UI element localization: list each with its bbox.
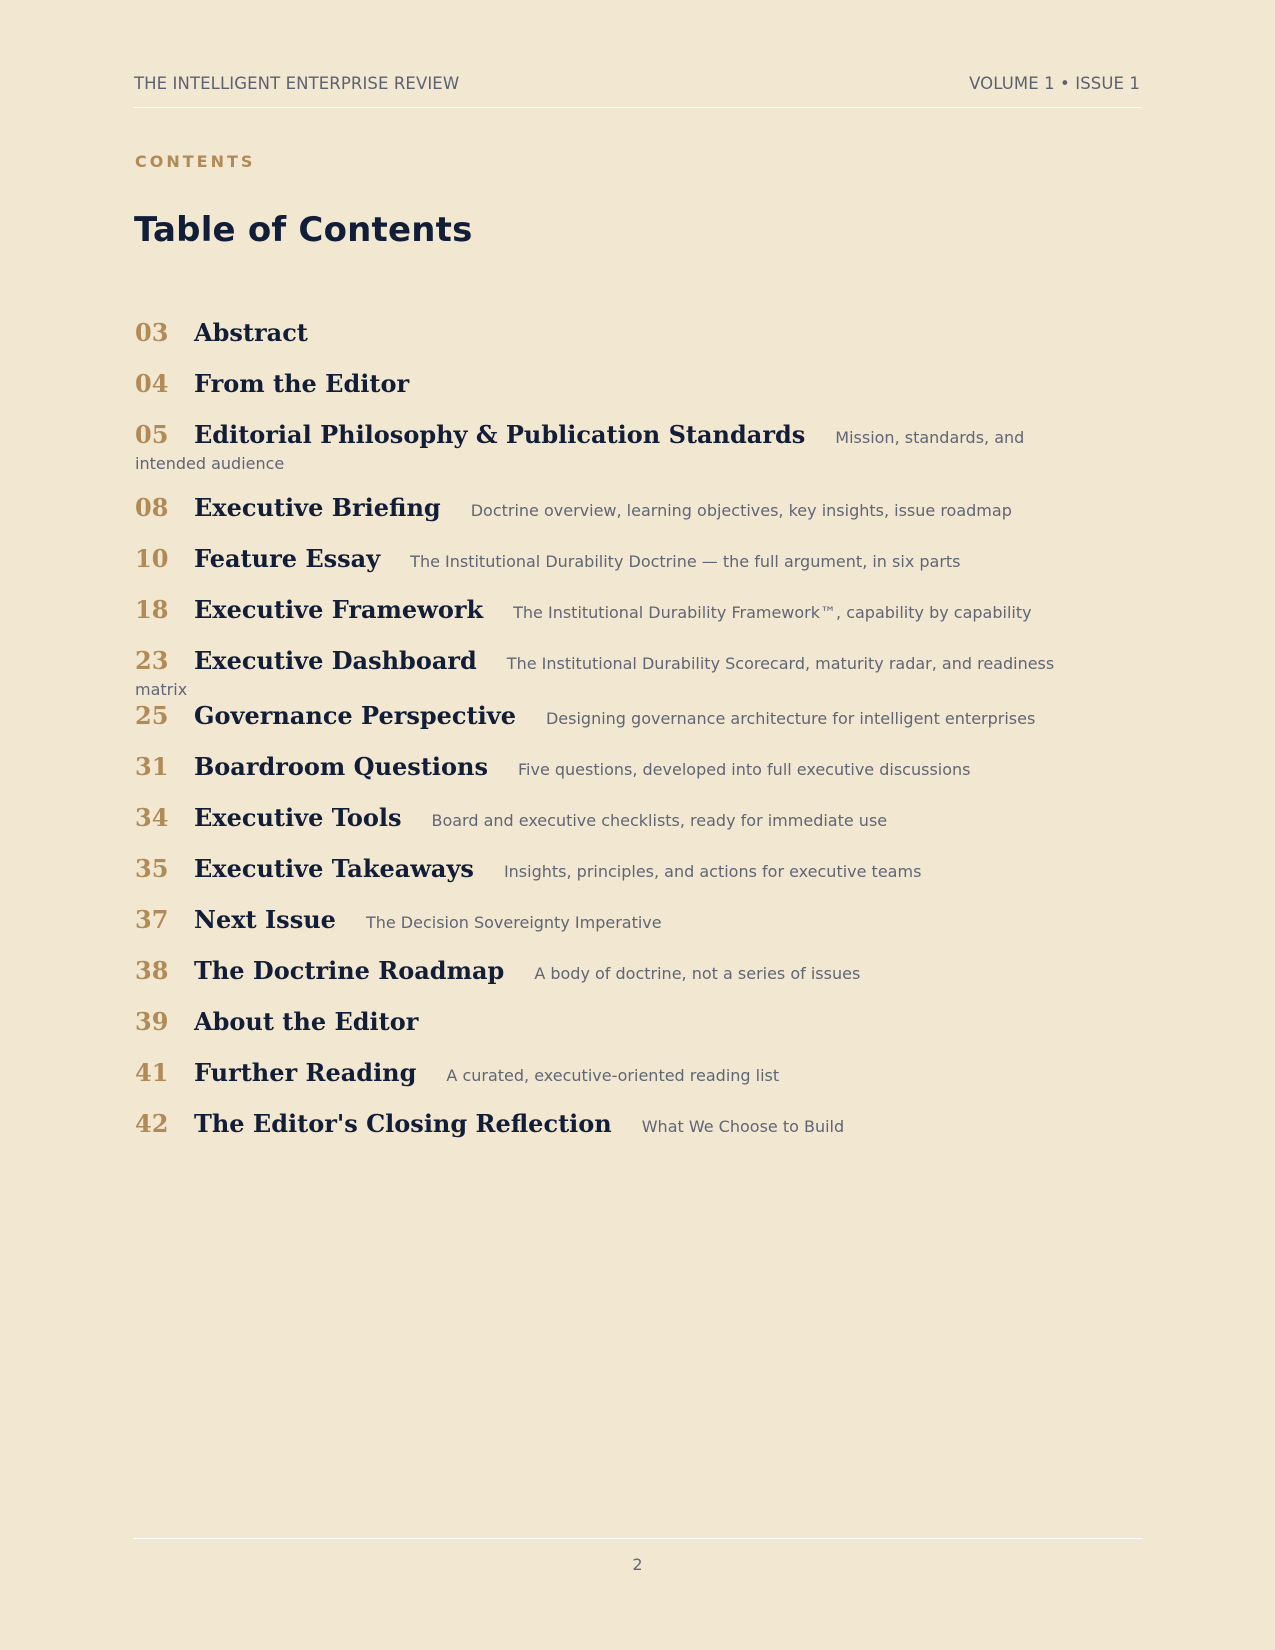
- toc-title: About the Editor: [194, 1007, 419, 1036]
- toc-description: The Institutional Durability Framework™, capability by capability: [513, 603, 1032, 622]
- publication-name: THE INTELLIGENT ENTERPRISE REVIEW: [134, 74, 460, 93]
- toc-entry[interactable]: [135, 597, 1095, 648]
- toc-entry[interactable]: [135, 422, 1095, 495]
- toc-page-number: 39: [135, 1007, 169, 1036]
- toc-description: Five questions, developed into full executive discussions: [518, 760, 971, 779]
- toc-page-number: 35: [135, 854, 169, 883]
- toc-description: Insights, principles, and actions for executive teams: [503, 862, 922, 881]
- issue-label: VOLUME 1 • ISSUE 1: [969, 74, 1140, 93]
- toc-description: Board and executive checklists, ready for immediate use: [431, 811, 888, 830]
- toc-page-number: 23: [135, 646, 169, 675]
- toc-description: A body of doctrine, not a series of issues: [534, 964, 861, 983]
- toc-title: Executive Tools: [194, 803, 402, 832]
- toc-page-number: 31: [135, 752, 169, 781]
- toc-entry[interactable]: [135, 320, 1095, 371]
- toc-page-number: 18: [135, 595, 169, 624]
- toc-entry[interactable]: [135, 1111, 1095, 1162]
- toc-entry[interactable]: [135, 546, 1095, 597]
- toc-entry[interactable]: [135, 1009, 1095, 1060]
- toc-entry[interactable]: [135, 703, 1095, 754]
- toc-description: The Institutional Durability Doctrine — the full argument, in six parts: [410, 552, 961, 571]
- toc-page-number: 34: [135, 803, 169, 832]
- toc-title: Governance Perspective: [194, 701, 516, 730]
- toc-description: Doctrine overview, learning objectives, key insights, issue roadmap: [470, 501, 1012, 520]
- toc-title: The Doctrine Roadmap: [194, 956, 505, 985]
- toc-title: From the Editor: [194, 369, 410, 398]
- toc-page-number: 38: [135, 956, 169, 985]
- toc-title: Next Issue: [194, 905, 336, 934]
- toc-title: Executive Takeaways: [194, 854, 474, 883]
- toc-title: Executive Dashboard: [194, 646, 477, 675]
- toc-description: What We Choose to Build: [641, 1117, 845, 1136]
- toc-title: Executive Briefing: [194, 493, 441, 522]
- toc-page-number: 08: [135, 493, 169, 522]
- toc-page-number: 25: [135, 701, 169, 730]
- toc-entry[interactable]: [135, 371, 1095, 422]
- toc-title: Boardroom Questions: [194, 752, 488, 781]
- toc-description: The Institutional Durability Scorecard, maturity radar, and readiness matrix: [135, 654, 1055, 699]
- toc-title: Editorial Philosophy & Publication Standards: [194, 420, 806, 449]
- toc-list: [135, 320, 1095, 1162]
- toc-entry[interactable]: [135, 907, 1095, 958]
- toc-entry[interactable]: [135, 495, 1095, 546]
- running-header: [134, 72, 1142, 108]
- toc-entry[interactable]: [135, 856, 1095, 907]
- toc-page-number: 37: [135, 905, 169, 934]
- toc-entry[interactable]: [135, 805, 1095, 856]
- section-kicker: CONTENTS: [135, 152, 256, 171]
- toc-entry[interactable]: [135, 958, 1095, 1009]
- toc-title: Feature Essay: [194, 544, 381, 573]
- toc-page-number: 03: [135, 318, 169, 347]
- page-number: 2: [632, 1555, 643, 1574]
- toc-description: Designing governance architecture for intelligent enterprises: [545, 709, 1036, 728]
- toc-description: Mission, standards, and intended audience: [135, 428, 1025, 473]
- toc-title: The Editor's Closing Reflection: [194, 1109, 612, 1138]
- toc-description: The Decision Sovereignty Imperative: [365, 913, 662, 932]
- toc-page-number: 10: [135, 544, 169, 573]
- toc-entry[interactable]: [135, 1060, 1095, 1111]
- toc-title: Abstract: [194, 318, 308, 347]
- toc-title: Executive Framework: [194, 595, 484, 624]
- footer-rule: [133, 1538, 1143, 1539]
- toc-page-number: 05: [135, 420, 169, 449]
- toc-page-number: 04: [135, 369, 169, 398]
- page-title: Table of Contents: [134, 210, 473, 250]
- toc-description: A curated, executive-oriented reading list: [446, 1066, 780, 1085]
- toc-entry[interactable]: [135, 648, 1095, 703]
- toc-page-number: 41: [135, 1058, 169, 1087]
- toc-title: Further Reading: [194, 1058, 417, 1087]
- toc-page-number: 42: [135, 1109, 169, 1138]
- toc-entry[interactable]: [135, 754, 1095, 805]
